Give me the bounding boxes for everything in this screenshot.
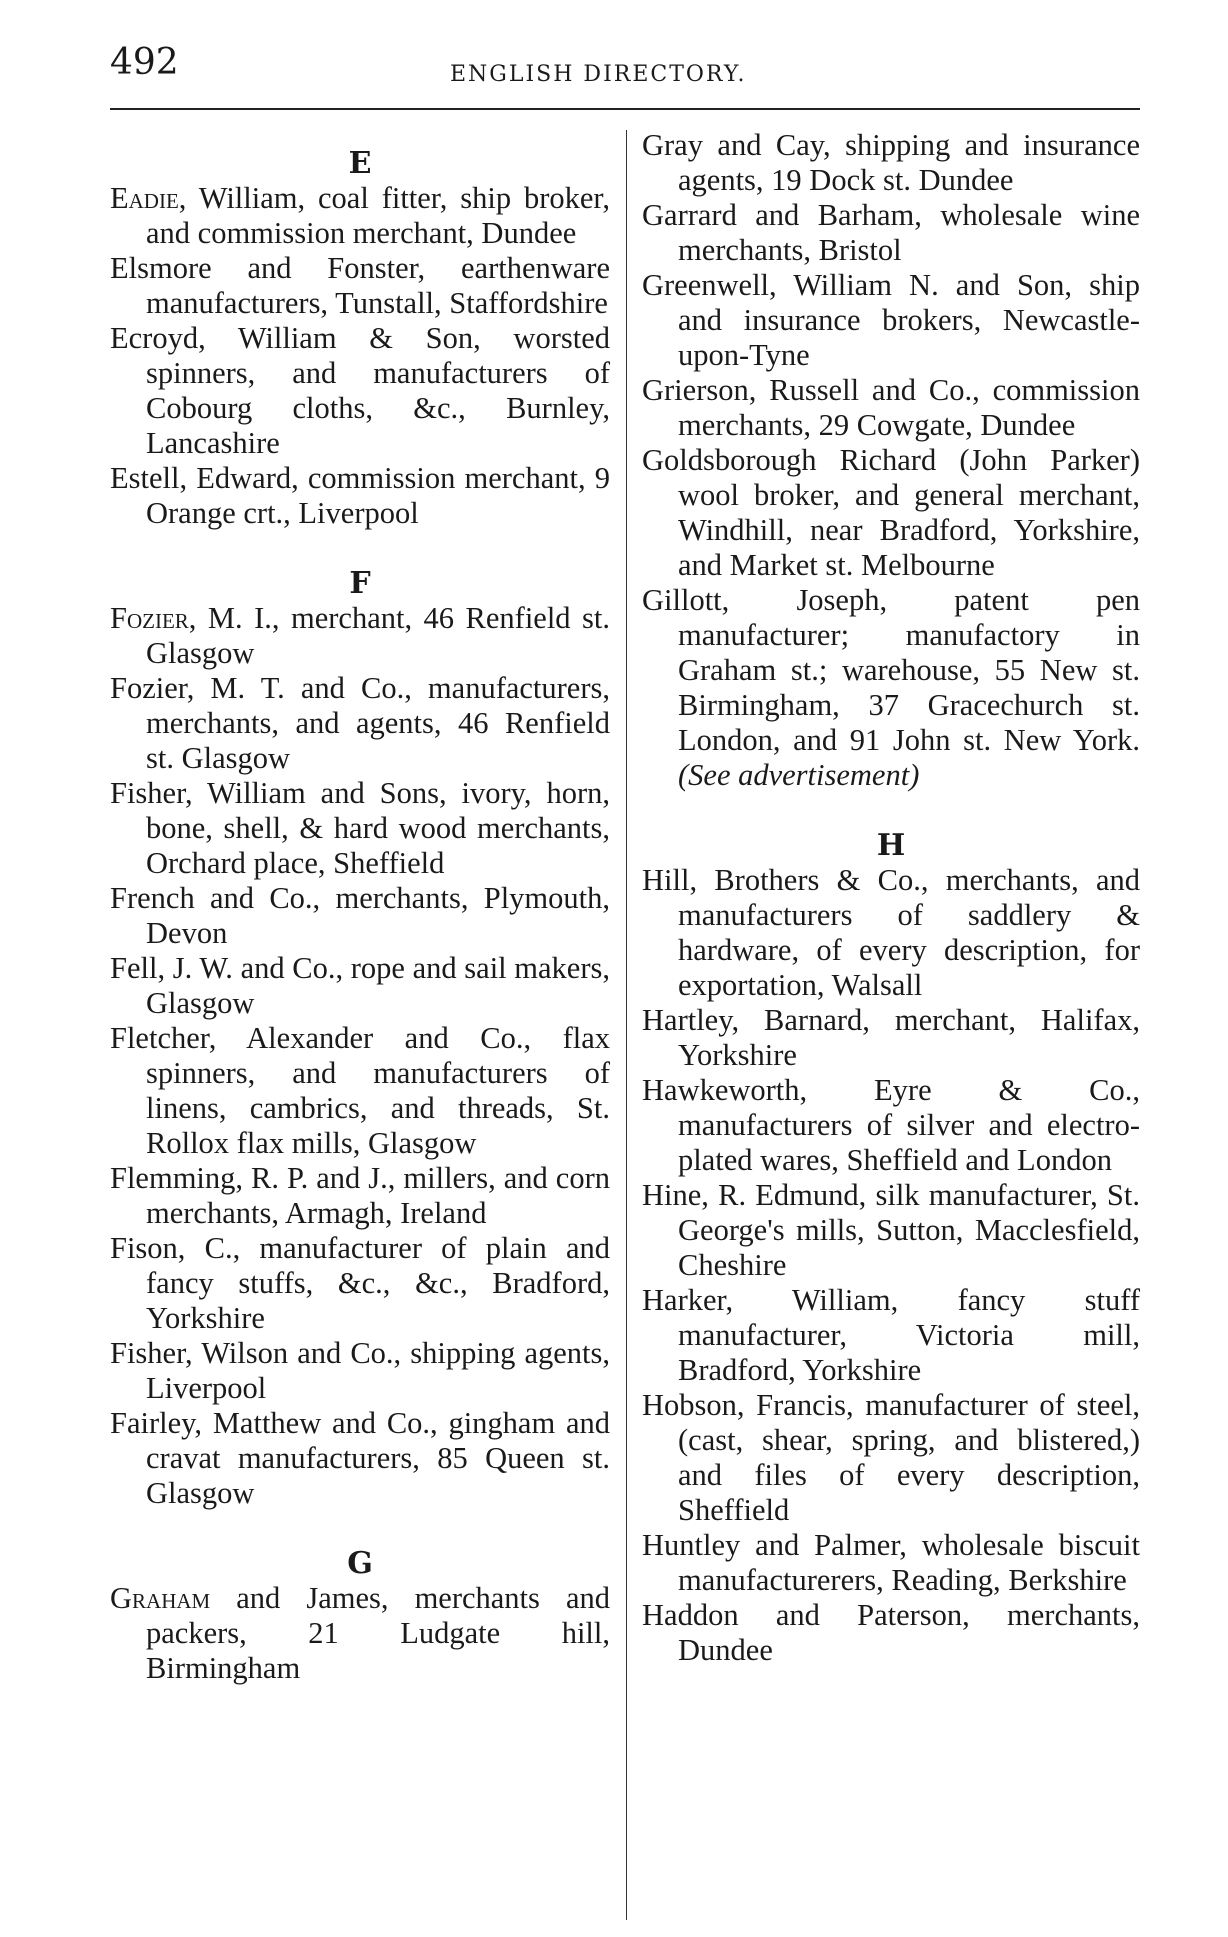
section-letter-g: G (347, 1546, 373, 1581)
entry-text: Fairley, Matthew and Co., gingham and cravat manufacturers, 85 Queen st. Glasgow (110, 1406, 610, 1510)
entry-text: Flemming, R. P. and J., millers, and corn merchants, Armagh, Ireland (110, 1161, 610, 1230)
entry-text: Greenwell, William N. and Son, ship and insurance brokers, Newcastle-upon-Tyne (642, 268, 1140, 372)
directory-entry (110, 1021, 610, 1161)
entry-text: Ecroyd, William & Son, worsted spinners, and manufacturers of Cobourg cloths, &c., Burnley, Lancashire (110, 321, 610, 460)
entry-lead-name: Fozier (110, 601, 189, 635)
directory-entry (110, 951, 610, 1021)
directory-entry (110, 1336, 610, 1406)
entry-text: Hawkeworth, Eyre & Co., manufacturers of silver and electro-plated wares, Sheffield and London (642, 1073, 1140, 1177)
directory-entry (642, 863, 1140, 1003)
entry-text: , M. I., merchant, 46 Renfield st. Glasgow (146, 601, 610, 670)
directory-entry (110, 1581, 610, 1686)
directory-entry (110, 776, 610, 881)
column-divider (626, 130, 627, 1920)
section-letter-h: H (876, 828, 906, 863)
entry-text: Garrard and Barham, wholesale wine merchants, Bristol (642, 198, 1140, 267)
entry-text: Fisher, Wilson and Co., shipping agents, Liverpool (110, 1336, 610, 1405)
entry-text: Elsmore and Fonster, earthenware manufacturers, Tunstall, Staffordshire (110, 251, 610, 320)
directory-entry (642, 128, 1140, 198)
section-h-entries (642, 863, 1140, 1668)
section-letter-e: E (348, 146, 372, 181)
entry-text: Goldsborough Richard (John Parker) wool broker, and general merchant, Windhill, near Bradford, Yorkshire, and Market st. Melbourne (642, 443, 1140, 582)
directory-entry (642, 1073, 1140, 1178)
entry-text: Fell, J. W. and Co., rope and sail makers, Glasgow (110, 951, 610, 1020)
directory-entry (642, 1528, 1140, 1598)
header-rule (110, 108, 1140, 110)
entry-text: Hobson, Francis, manufacturer of steel, (cast, shear, spring, and blistered,) and files of every description, Sheffield (642, 1388, 1140, 1527)
entry-text: Fisher, William and Sons, ivory, horn, bone, shell, & hard wood merchants, Orchard place, Sheffield (110, 776, 610, 880)
directory-entry (110, 671, 610, 776)
left-column (110, 128, 610, 1686)
entry-lead-name: Graham (110, 1581, 211, 1615)
entry-text: and James, merchants and packers, 21 Ludgate hill, Birmingham (146, 1581, 610, 1685)
directory-entry (642, 373, 1140, 443)
section-g-continued-entries (642, 128, 1140, 793)
entry-text: Estell, Edward, commission merchant, 9 Orange crt., Liverpool (110, 461, 610, 530)
entry-text: Fison, C., manufacturer of plain and fancy stuffs, &c., &c., Bradford, Yorkshire (110, 1231, 610, 1335)
right-column (642, 128, 1140, 1668)
page-header (110, 42, 1140, 92)
directory-entry (642, 1003, 1140, 1073)
directory-entry (642, 583, 1140, 793)
directory-entry (642, 1283, 1140, 1388)
running-head: ENGLISH DIRECTORY. (450, 62, 747, 87)
entry-text: , William, coal fitter, ship broker, and commission merchant, Dundee (146, 181, 610, 250)
directory-entry (110, 181, 610, 251)
directory-entry (110, 881, 610, 951)
entry-advertisement-note: (See advertisement) (678, 758, 920, 792)
directory-entry (642, 1388, 1140, 1528)
entry-text: Harker, William, fancy stuff manufacturer, Victoria mill, Bradford, Yorkshire (642, 1283, 1140, 1387)
entry-text: French and Co., merchants, Plymouth, Devon (110, 881, 610, 950)
section-g-entries (110, 1581, 610, 1686)
entry-text: Gray and Cay, shipping and insurance agents, 19 Dock st. Dundee (642, 128, 1140, 197)
directory-entry (642, 1178, 1140, 1283)
entry-text: Hine, R. Edmund, silk manufacturer, St. George's mills, Sutton, Macclesfield, Cheshire (642, 1178, 1140, 1282)
directory-entry (110, 461, 610, 531)
directory-entry (110, 321, 610, 461)
entry-text: Fletcher, Alexander and Co., flax spinners, and manufacturers of linens, cambrics, and threads, St. Rollox flax mills, Glasgow (110, 1021, 610, 1160)
entry-text: Grierson, Russell and Co., commission merchants, 29 Cowgate, Dundee (642, 373, 1140, 442)
directory-entry (110, 251, 610, 321)
entry-text: Fozier, M. T. and Co., manufacturers, merchants, and agents, 46 Renfield st. Glasgow (110, 671, 610, 775)
directory-entry (642, 198, 1140, 268)
directory-entry (642, 443, 1140, 583)
directory-entry (642, 1598, 1140, 1668)
directory-entry (110, 1231, 610, 1336)
directory-entry (110, 601, 610, 671)
page-number: 492 (110, 42, 179, 83)
entry-text: Haddon and Paterson, merchants, Dundee (642, 1598, 1140, 1667)
entry-text: Huntley and Palmer, wholesale biscuit manufacturerers, Reading, Berkshire (642, 1528, 1140, 1597)
entry-lead-name: Eadie (110, 181, 179, 215)
section-e-entries (110, 181, 610, 531)
section-f-entries (110, 601, 610, 1511)
section-letter-f: F (349, 566, 371, 601)
directory-entry (642, 268, 1140, 373)
entry-text: Hill, Brothers & Co., merchants, and manufacturers of saddlery & hardware, of every description, for exportation, Walsall (642, 863, 1140, 1002)
entry-text: Hartley, Barnard, merchant, Halifax, Yorkshire (642, 1003, 1140, 1072)
directory-entry (110, 1161, 610, 1231)
directory-entry (110, 1406, 610, 1511)
entry-text: Gillott, Joseph, patent pen manufacturer; manufactory in Graham st.; warehouse, 55 New st. Birmingham, 37 Gracechurch st. London, and 91 John st. New York. (642, 583, 1140, 757)
